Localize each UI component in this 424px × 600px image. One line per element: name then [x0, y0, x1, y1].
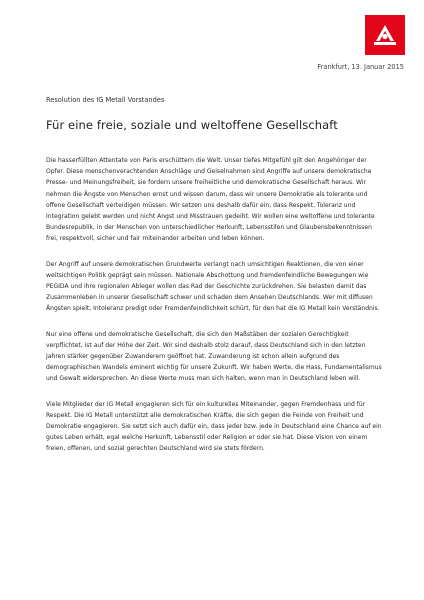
- document-title: Für eine freie, soziale und weltoffene Gesellschaft: [46, 118, 338, 132]
- document-body: [46, 96, 384, 469]
- ig-metall-logo-icon: [365, 15, 405, 55]
- paragraph-3: Nur eine offene und demokratische Gesellschaft, die sich den Maßstäben der sozialen Gerechtigkeit verpflichtet, ist auf der Höhe der Zeit. Wir sind deshalb stolz darauf, dass Deutschland sich in den letzten Jahren stärker gegenüber Zuwanderern geöffnet hat. Zuwanderung ist schon allein aufgrund des demographischen Wandels eminent wichtig für unsere Zukunft. Wir haben Werte, die Hass, Fundamentalismus und Gewalt widersprechen. An diese Werte muss man sich halten, wenn man in Deutschland leben will.: [46, 330, 382, 383]
- document-date: Frankfurt, 13. Januar 2015: [317, 63, 404, 71]
- paragraph-2: Der Angriff auf unsere demokratischen Grundwerte verlangt nach umsichtigen Reaktionen, die von einer weitsichtigen Politik geprägt sein müssen. Nationale Abschottung und fremdenfeindliche Bewegungen wie PEGIDA und ihre regionalen Ableger wollen das Rad der Geschichte zurückdrehen. Sie belasten damit das Zusammenleben in unserer Gesellschaft schwer und schaden dem Ansehen Deutschlands. Wer mit diffusen Ängsten spielt, Intoleranz predigt oder Fremdenfeindlichkeit schürt, für den hat die IG Metall kein Verständnis.: [46, 260, 380, 313]
- paragraph-4: Viele Mitglieder der IG Metall engagieren sich für ein kulturelles Miteinander, gegen Fremdenhass und für Respekt. Die IG Metall unterstützt alle demokratischen Kräfte, die sich gegen die Feinde von Freiheit und Demokratie engagieren. Sie setzt sich auch dafür ein, dass jeder bzw. jede in Deutschland eine Chance auf ein gutes Leben erhält, egal welche Herkunft, Lebensstil oder Religion er oder sie hat. Diese Vision von einem freien, offenen, und sozial gerechten Deutschland wird sie stets fördern.: [46, 400, 382, 453]
- document-subtitle: Resolution des IG Metall Vorstandes: [46, 96, 165, 104]
- paragraph-1: Die hasserfüllten Attentate von Paris erschüttern die Welt. Unser tiefes Mitgefühl gilt den Angehöriger der Opfer. Diese menschenverachtenden Anschläge und Geiselnahmen sind Angriffe auf unsere demokratische Presse- und Meinungsfreiheit, sie fordern unsere freiheitliche und demokratische Gesellschaft heraus. Wir nehmen die Ängste von Menschen ernst und wissen darum, dass wir unsere Demokratie als tolerante und offene Gesellschaft verteidigen müssen. Wir setzen uns deshalb dafür ein, dass Respekt, Toleranz und Integration gelebt werden und nicht Angst und Misstrauen gedeiht. Wir wollen eine weltoffene und tolerante Bundesrepublik, in der Menschen von unterschiedlicher Herkunft, Lebensstilen und Glaubensbekenntnissen frei, respektvoll, sicher und fair miteinander arbeiten und leben können.: [46, 157, 375, 243]
